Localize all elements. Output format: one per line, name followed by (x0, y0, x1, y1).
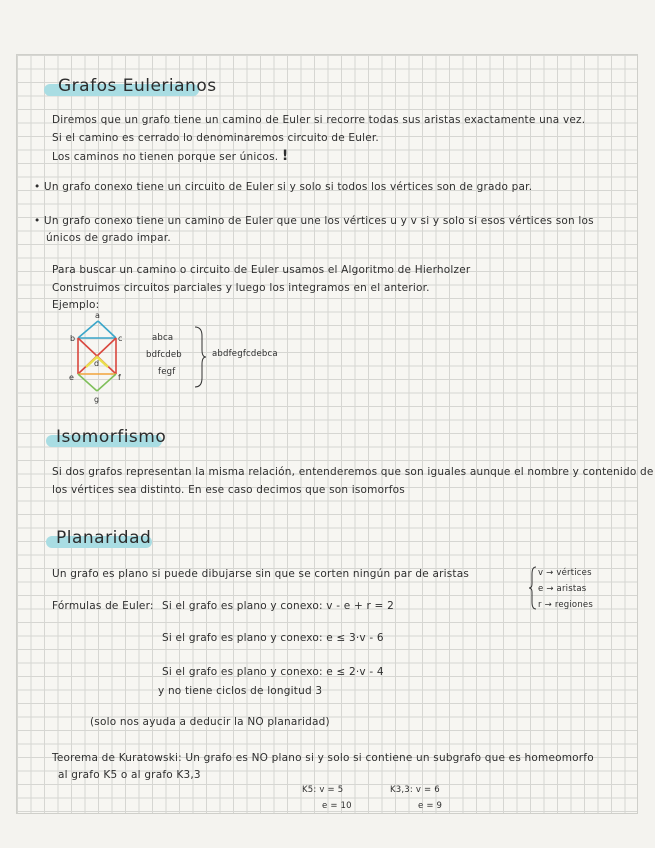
legend-edges: e → aristas (538, 584, 587, 594)
k33-vertices: K3,3: v = 6 (390, 785, 440, 795)
vertex-c: c (118, 334, 123, 343)
algorithm-line-1: Para buscar un camino o circuito de Euler usamos el Algoritmo de Hierholzer (52, 264, 471, 276)
vertex-d: d (94, 359, 100, 368)
euler-intro-line-3-text: Los caminos no tienen porque ser únicos. (52, 151, 279, 163)
formula-3b: y no tiene ciclos de longitud 3 (158, 685, 323, 697)
euler-intro-line-3 (52, 148, 288, 164)
edge-ac (98, 321, 116, 338)
vertex-f: f (118, 373, 121, 382)
kuratowski-line-1: Teorema de Kuratowski: Un grafo es NO plano si y solo si contiene un subgrafo que es homeomorfo (52, 752, 594, 764)
formula-3a: Si el grafo es plano y conexo: e ≤ 2·v - 4 (162, 666, 384, 678)
k5-vertices: K5: v = 5 (302, 785, 344, 795)
planar-definition: Un grafo es plano si puede dibujarse sin que se corten ningún par de aristas (52, 568, 470, 580)
partial-circuit-2: bdfcdeb (146, 350, 182, 360)
k5-edges: e = 10 (322, 801, 352, 811)
section-title-plan: Planaridad (56, 528, 152, 548)
exclamation-mark: ! (281, 148, 289, 164)
vertex-a: a (95, 311, 100, 320)
partial-circuit-1: abca (152, 333, 174, 343)
example-label: Ejemplo: (52, 299, 100, 311)
k33-edges: e = 9 (418, 801, 443, 811)
algorithm-line-2: Construimos circuitos parciales y luego los integramos en el anterior. (52, 282, 430, 294)
partial-circuit-3: fegf (158, 367, 176, 377)
edge-eg (78, 374, 97, 391)
result-circuit: abdfegfcdebca (212, 349, 278, 359)
iso-text-line-2: los vértices sea distinto. En ese caso decimos que son isomorfos (52, 484, 405, 496)
vertex-g: g (94, 395, 100, 404)
legend-vertices: v → vértices (538, 568, 592, 578)
legend-brace (529, 566, 537, 610)
formula-2: Si el grafo es plano y conexo: e ≤ 3·v - 6 (162, 632, 384, 644)
legend-regions: r → regiones (538, 600, 593, 610)
euler-intro-line-1: Diremos que un grafo tiene un camino de Euler si recorre todas sus aristas exactamente una vez. (52, 114, 586, 126)
bullet-path-line-2: únicos de grado impar. (46, 232, 171, 244)
planarity-note: (solo nos ayuda a deducir la NO planaridad) (90, 716, 330, 728)
edge-ab (78, 321, 98, 338)
vertex-b: b (70, 334, 76, 343)
vertex-e: e (69, 373, 74, 382)
bullet-path-line-1: • Un grafo conexo tiene un camino de Euler que une los vértices u y v si y solo si esos vértices son los (34, 215, 594, 227)
bullet-circuit: • Un grafo conexo tiene un circuito de Euler si y solo si todos los vértices son de grado par. (34, 181, 533, 193)
brace (193, 326, 207, 388)
euler-formulas-label: Fórmulas de Euler: (52, 600, 154, 612)
formula-1: Si el grafo es plano y conexo: v - e + r = 2 (162, 600, 394, 612)
section-title-iso: Isomorfismo (56, 427, 167, 447)
iso-text-line-1: Si dos grafos representan la misma relación, entenderemos que son iguales aunque el nombre y contenido de (52, 466, 654, 478)
kuratowski-line-2: al grafo K5 o al grafo K3,3 (58, 769, 201, 781)
euler-example-graph (60, 310, 130, 405)
edge-fg (97, 374, 116, 391)
euler-intro-line-2: Si el camino es cerrado lo denominaremos circuito de Euler. (52, 132, 379, 144)
section-title-euler: Grafos Eulerianos (58, 76, 217, 96)
